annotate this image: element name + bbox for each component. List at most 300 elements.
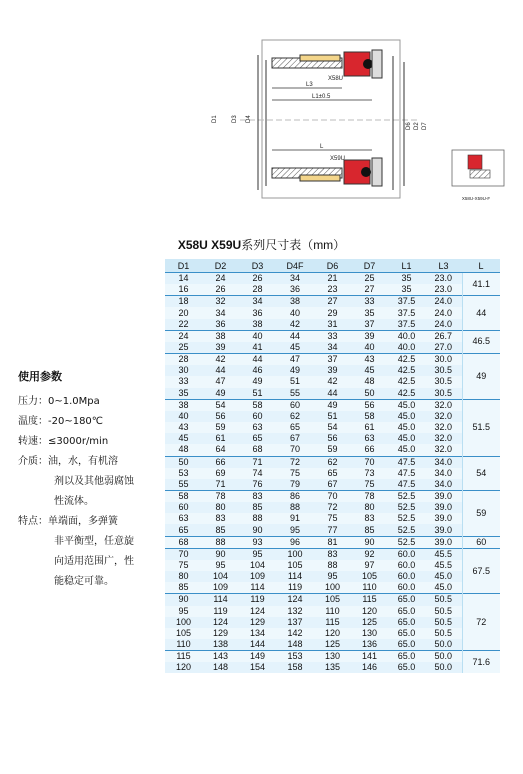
table-cell: 75: [314, 513, 351, 524]
table-cell: 100: [314, 582, 351, 594]
column-header: L3: [425, 259, 462, 273]
table-cell: 90: [202, 548, 239, 560]
table-cell: 74: [239, 468, 276, 479]
table-row: [165, 490, 500, 502]
table-cell: 88: [202, 536, 239, 548]
table-cell: 25: [351, 273, 388, 285]
table-cell: 30.5: [425, 388, 462, 400]
table-cell: 141: [351, 651, 388, 663]
table-cell: 67: [314, 479, 351, 491]
table-cell: 39: [314, 365, 351, 376]
table-cell: 38: [165, 399, 202, 411]
column-header: L: [462, 259, 500, 273]
table-cell-L: 59: [462, 490, 500, 536]
table-cell: 104: [202, 571, 239, 582]
table-row: [165, 639, 500, 651]
label-d6: D6: [406, 122, 412, 130]
table-cell: 44: [276, 330, 314, 342]
table-cell: 80: [202, 502, 239, 513]
table-cell: 90: [351, 536, 388, 548]
table-cell: 49: [314, 399, 351, 411]
table-cell: 36: [239, 307, 276, 318]
table-row: [165, 319, 500, 331]
table-cell: 43: [351, 354, 388, 366]
table-cell: 75: [276, 468, 314, 479]
table-cell: 18: [165, 296, 202, 308]
table-cell-L: 54: [462, 456, 500, 490]
table-row: [165, 456, 500, 468]
table-cell: 88: [276, 502, 314, 513]
table-cell: 143: [202, 651, 239, 663]
table-cell: 47: [276, 354, 314, 366]
table-row: [165, 617, 500, 628]
size-table: [165, 259, 500, 673]
table-cell: 55: [276, 388, 314, 400]
table-row: [165, 628, 500, 639]
table-cell: 59: [314, 444, 351, 456]
table-cell: 129: [239, 617, 276, 628]
table-cell-L: 67.5: [462, 548, 500, 594]
table-cell: 59: [202, 422, 239, 433]
table-cell: 110: [314, 606, 351, 617]
table-cell: 26.7: [425, 330, 462, 342]
table-cell: 47.5: [388, 456, 425, 468]
table-cell: 45.0: [388, 399, 425, 411]
table-cell: 41: [239, 342, 276, 354]
table-cell: 52.5: [388, 524, 425, 536]
table-cell: 22: [165, 319, 202, 331]
table-cell: 32.0: [425, 411, 462, 422]
table-cell: 35: [388, 284, 425, 296]
table-cell: 85: [165, 582, 202, 594]
table-cell: 95: [276, 524, 314, 536]
table-cell: 38: [239, 319, 276, 331]
table-cell: 42: [202, 354, 239, 366]
table-cell: 50.5: [425, 617, 462, 628]
table-cell: 80: [351, 502, 388, 513]
table-cell: 14: [165, 273, 202, 285]
table-cell-L: 44: [462, 296, 500, 330]
table-cell: 60.0: [388, 582, 425, 594]
table-cell: 48: [351, 376, 388, 387]
table-cell: 95: [239, 548, 276, 560]
table-cell: 24.0: [425, 319, 462, 331]
table-cell: 63: [165, 513, 202, 524]
table-cell: 105: [351, 571, 388, 582]
param-feature-cont: 向适用范围广，性: [54, 556, 134, 567]
table-cell: 35: [165, 388, 202, 400]
table-cell: 34.0: [425, 468, 462, 479]
table-cell: 32.0: [425, 433, 462, 444]
table-cell: 40.0: [388, 342, 425, 354]
table-row: [165, 502, 500, 513]
table-cell: 52.5: [388, 490, 425, 502]
table-cell: 154: [239, 662, 276, 673]
table-cell: 51: [314, 411, 351, 422]
table-row: [165, 582, 500, 594]
table-cell: 65: [165, 524, 202, 536]
table-cell: 45: [165, 433, 202, 444]
table-cell: 65.0: [388, 639, 425, 651]
table-row: [165, 606, 500, 617]
table-cell: 120: [314, 628, 351, 639]
label-x58u: X58U: [328, 76, 344, 82]
table-cell: 90: [165, 594, 202, 606]
table-cell: 32.0: [425, 399, 462, 411]
table-cell: 35: [388, 273, 425, 285]
table-cell: 90: [239, 524, 276, 536]
table-cell: 66: [202, 456, 239, 468]
table-cell: 32.0: [425, 422, 462, 433]
title-model: X58U X59U: [177, 238, 242, 252]
table-row: [165, 273, 500, 285]
table-cell: 124: [239, 606, 276, 617]
table-cell: 60: [165, 502, 202, 513]
table-cell: 60: [276, 399, 314, 411]
table-cell: 39.0: [425, 524, 462, 536]
table-cell: 45.0: [425, 571, 462, 582]
table-cell: 20: [165, 307, 202, 318]
table-cell: 142: [276, 628, 314, 639]
table-cell: 44: [314, 388, 351, 400]
table-cell: 50: [165, 456, 202, 468]
table-row: [165, 468, 500, 479]
table-cell: 60.0: [388, 548, 425, 560]
table-cell: 86: [276, 490, 314, 502]
table-cell: 70: [165, 548, 202, 560]
table-cell: 37: [314, 354, 351, 366]
table-cell: 148: [202, 662, 239, 673]
table-cell: 153: [276, 651, 314, 663]
table-cell: 24: [165, 330, 202, 342]
table-row: [165, 594, 500, 606]
table-cell: 33: [351, 296, 388, 308]
table-cell: 105: [314, 594, 351, 606]
table-cell: 56: [314, 433, 351, 444]
table-cell: 70: [314, 490, 351, 502]
table-cell: 37.5: [388, 296, 425, 308]
table-cell: 33: [314, 330, 351, 342]
thumbnail-caption: X58U-X59U-F: [461, 196, 491, 201]
table-cell: 144: [239, 639, 276, 651]
table-cell: 115: [351, 594, 388, 606]
table-cell: 77: [314, 524, 351, 536]
label-d4: D4: [246, 115, 252, 123]
table-cell: 24.0: [425, 296, 462, 308]
table-cell: 45.5: [425, 548, 462, 560]
table-row: [165, 560, 500, 571]
table-cell-L: 41.1: [462, 273, 500, 296]
table-cell: 65.0: [388, 651, 425, 663]
table-cell: 105: [276, 560, 314, 571]
table-row: [165, 354, 500, 366]
table-cell: 54: [202, 399, 239, 411]
table-cell: 37.5: [388, 319, 425, 331]
table-cell: 97: [351, 560, 388, 571]
label-d1: D1: [212, 115, 218, 123]
table-cell: 42.5: [388, 388, 425, 400]
table-cell: 45: [276, 342, 314, 354]
table-cell: 45.0: [388, 411, 425, 422]
table-row: [165, 662, 500, 673]
table-cell: 34: [276, 273, 314, 285]
table-cell: 119: [202, 606, 239, 617]
table-cell: 65.0: [388, 662, 425, 673]
table-cell: 51: [239, 388, 276, 400]
table-cell: 114: [276, 571, 314, 582]
table-cell: 30: [165, 365, 202, 376]
table-cell: 49: [239, 376, 276, 387]
table-cell: 120: [165, 662, 202, 673]
table-cell: 130: [351, 628, 388, 639]
table-cell: 129: [202, 628, 239, 639]
table-cell: 95: [165, 606, 202, 617]
table-cell: 70: [351, 456, 388, 468]
table-cell: 39.0: [425, 536, 462, 548]
table-cell: 39: [351, 330, 388, 342]
table-cell: 26: [202, 284, 239, 296]
table-cell: 104: [239, 560, 276, 571]
table-cell: 55: [165, 479, 202, 491]
params-heading: 使用参数: [18, 370, 62, 383]
table-cell: 58: [165, 490, 202, 502]
table-cell: 45.5: [425, 560, 462, 571]
column-header: D3: [239, 259, 276, 273]
table-cell: 60.0: [388, 560, 425, 571]
table-cell: 62: [276, 411, 314, 422]
table-cell: 30.0: [425, 354, 462, 366]
table-cell: 50: [351, 388, 388, 400]
table-cell: 85: [202, 524, 239, 536]
table-cell: 28: [165, 354, 202, 366]
table-cell: 27: [314, 296, 351, 308]
table-cell: 47.5: [388, 468, 425, 479]
table-cell: 34: [239, 296, 276, 308]
seal-cross-section-drawing: [0, 0, 523, 225]
table-cell: 105: [165, 628, 202, 639]
table-cell: 42.5: [388, 354, 425, 366]
table-cell: 88: [239, 513, 276, 524]
table-row: [165, 524, 500, 536]
table-cell: 95: [314, 571, 351, 582]
table-cell: 132: [276, 606, 314, 617]
table-cell: 44: [202, 365, 239, 376]
table-row: [165, 342, 500, 354]
table-cell: 110: [351, 582, 388, 594]
table-cell: 158: [276, 662, 314, 673]
table-cell: 27: [351, 284, 388, 296]
table-cell: 65: [276, 422, 314, 433]
table-cell: 42.5: [388, 365, 425, 376]
upper-seal-assembly: [272, 50, 382, 78]
table-row: [165, 411, 500, 422]
table-cell: 38: [202, 330, 239, 342]
table-cell: 100: [165, 617, 202, 628]
table-cell: 34: [314, 342, 351, 354]
table-cell: 124: [276, 594, 314, 606]
table-cell: 37.5: [388, 307, 425, 318]
param-speed: 转速：≤3000r/min: [18, 436, 109, 447]
table-cell: 40: [165, 411, 202, 422]
table-cell: 36: [202, 319, 239, 331]
table-cell: 71: [202, 479, 239, 491]
table-cell: 23: [314, 284, 351, 296]
table-cell: 50.5: [425, 594, 462, 606]
param-medium: 介质：油，水，有机溶: [18, 456, 118, 467]
table-cell: 75: [351, 479, 388, 491]
table-row: [165, 284, 500, 296]
table-cell: 125: [351, 617, 388, 628]
table-cell: 73: [351, 468, 388, 479]
param-pressure: 压力：0~1.0Mpa: [18, 396, 100, 407]
table-cell: 45.0: [425, 582, 462, 594]
table-cell: 83: [202, 513, 239, 524]
label-l: L: [320, 144, 324, 150]
table-cell: 85: [239, 502, 276, 513]
table-cell: 23.0: [425, 284, 462, 296]
label-d7: D7: [422, 122, 428, 130]
table-cell: 49: [276, 365, 314, 376]
table-cell: 58: [239, 399, 276, 411]
table-cell: 65: [239, 433, 276, 444]
table-row: [165, 479, 500, 491]
table-cell: 45.0: [388, 444, 425, 456]
param-feature: 特点：单端面，多弹簧: [18, 516, 118, 527]
table-cell: 76: [239, 479, 276, 491]
lower-seal-assembly: [272, 158, 382, 186]
table-cell: 56: [351, 399, 388, 411]
table-cell-L: 60: [462, 536, 500, 548]
table-cell-L: 71.6: [462, 651, 500, 674]
table-cell: 28: [239, 284, 276, 296]
table-cell: 50.5: [425, 606, 462, 617]
label-l1: L1±0.5: [312, 94, 331, 100]
table-cell: 85: [351, 524, 388, 536]
table-cell: 115: [314, 617, 351, 628]
table-row: [165, 388, 500, 400]
table-cell: 67: [276, 433, 314, 444]
table-cell: 135: [314, 662, 351, 673]
table-cell: 39.0: [425, 513, 462, 524]
table-cell: 75: [165, 560, 202, 571]
table-cell: 79: [276, 479, 314, 491]
table-cell: 109: [202, 582, 239, 594]
table-cell: 30.5: [425, 365, 462, 376]
table-cell: 61: [351, 422, 388, 433]
table-cell-L: 72: [462, 594, 500, 651]
column-header: D7: [351, 259, 388, 273]
label-l3: L3: [306, 82, 313, 88]
table-cell: 124: [202, 617, 239, 628]
table-cell: 95: [202, 560, 239, 571]
table-cell: 26: [239, 273, 276, 285]
table-cell: 45.0: [388, 433, 425, 444]
table-cell: 47.5: [388, 479, 425, 491]
table-cell: 60: [239, 411, 276, 422]
table-cell: 81: [314, 536, 351, 548]
table-cell: 136: [351, 639, 388, 651]
table-cell: 80: [165, 571, 202, 582]
title-rest: 系列尺寸表（mm）: [241, 238, 346, 252]
table-cell: 23.0: [425, 273, 462, 285]
table-row: [165, 548, 500, 560]
usage-parameters: [18, 368, 163, 592]
table-cell: 45: [351, 365, 388, 376]
table-cell: 44: [239, 354, 276, 366]
table-cell: 34: [202, 307, 239, 318]
table-cell: 149: [239, 651, 276, 663]
table-row: [165, 296, 500, 308]
table-cell: 115: [165, 651, 202, 663]
table-cell: 65: [314, 468, 351, 479]
table-cell: 134: [239, 628, 276, 639]
table-cell: 33: [165, 376, 202, 387]
param-temperature: 温度：-20~180℃: [18, 416, 104, 427]
table-cell: 46: [239, 365, 276, 376]
table-cell: 58: [351, 411, 388, 422]
table-cell: 36: [276, 284, 314, 296]
table-cell: 50.0: [425, 662, 462, 673]
table-cell: 69: [202, 468, 239, 479]
column-header: D4F: [276, 259, 314, 273]
table-cell: 39.0: [425, 490, 462, 502]
table-cell: 27.0: [425, 342, 462, 354]
param-feature-cont: 能稳定可靠。: [54, 576, 114, 587]
table-cell: 56: [202, 411, 239, 422]
table-cell: 49: [202, 388, 239, 400]
column-header: D6: [314, 259, 351, 273]
table-cell: 138: [202, 639, 239, 651]
table-cell: 114: [202, 594, 239, 606]
table-cell: 148: [276, 639, 314, 651]
table-cell: 40.0: [388, 330, 425, 342]
table-cell: 34.0: [425, 456, 462, 468]
table-cell: 78: [351, 490, 388, 502]
table-row: [165, 536, 500, 548]
table-cell: 50.0: [425, 639, 462, 651]
table-cell: 52.5: [388, 536, 425, 548]
param-medium-cont: 性流体。: [54, 496, 94, 507]
table-cell: 42.5: [388, 376, 425, 387]
table-cell: 60.0: [388, 571, 425, 582]
table-cell: 110: [165, 639, 202, 651]
table-cell: 100: [276, 548, 314, 560]
table-cell: 39.0: [425, 502, 462, 513]
table-cell: 65.0: [388, 617, 425, 628]
table-cell: 24.0: [425, 307, 462, 318]
label-d2: D2: [414, 122, 420, 130]
table-cell-L: 46.5: [462, 330, 500, 353]
table-cell: 68: [239, 444, 276, 456]
table-cell: 16: [165, 284, 202, 296]
table-cell: 29: [314, 307, 351, 318]
table-cell: 25: [165, 342, 202, 354]
column-header: D1: [165, 259, 202, 273]
param-feature-cont: 非平衡型，任意旋: [54, 536, 134, 547]
table-cell: 47: [202, 376, 239, 387]
table-cell: 78: [202, 490, 239, 502]
param-medium-cont: 剂以及其他弱腐蚀: [54, 476, 134, 487]
table-cell: 65.0: [388, 594, 425, 606]
table-cell: 96: [276, 536, 314, 548]
table-cell: 50.5: [425, 628, 462, 639]
table-cell: 31: [314, 319, 351, 331]
table-cell: 71: [239, 456, 276, 468]
table-cell: 70: [276, 444, 314, 456]
table-cell: 66: [351, 444, 388, 456]
table-cell: 40: [239, 330, 276, 342]
table-cell: 39: [202, 342, 239, 354]
